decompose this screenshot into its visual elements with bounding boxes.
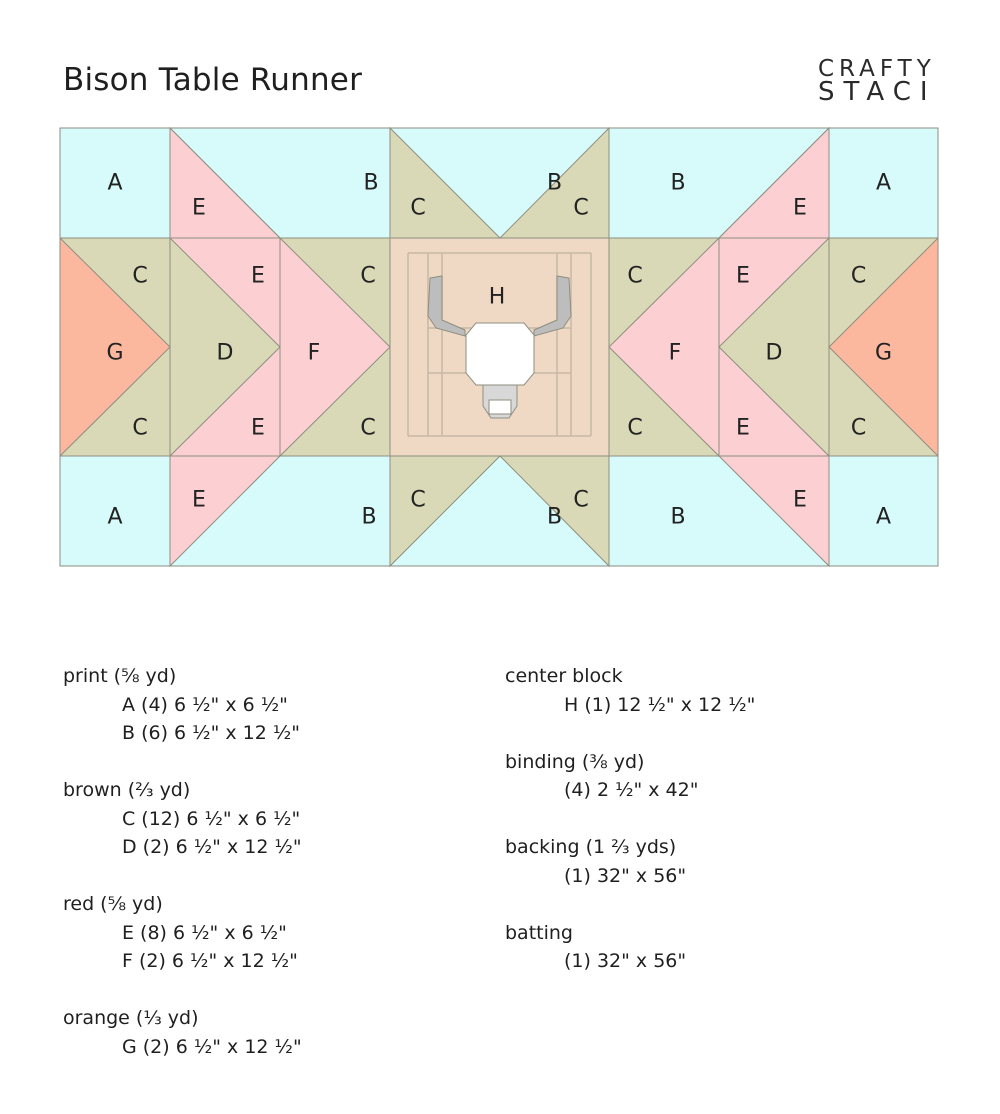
fabric-group (505, 662, 755, 719)
piece-label-c: C (573, 195, 589, 221)
cutting-item: D (2) 6 ½" x 12 ½" (122, 836, 302, 858)
piece-label-b: B (546, 504, 563, 530)
piece-label-a: A (875, 170, 892, 196)
cutting-item: C (12) 6 ½" x 6 ½" (122, 807, 301, 830)
piece-label-e: E (793, 487, 807, 513)
cutting-item: (1) 32" x 56" (564, 864, 687, 887)
piece-label-e: E (736, 415, 750, 441)
piece-label-e: E (793, 195, 807, 221)
fabric-group (63, 1004, 302, 1061)
quilt-runner-diagram (58, 126, 940, 568)
fabric-heading: binding (⅜ yd) (505, 750, 645, 773)
cutting-item: F (2) 6 ½" x 12 ½" (122, 950, 298, 972)
logo-line-2: STACI (818, 77, 937, 107)
piece-label-g: G (106, 340, 124, 366)
fabric-group (63, 662, 302, 748)
piece-label-c: C (627, 415, 643, 441)
piece-label-c: C (627, 263, 643, 289)
fabric-group (505, 748, 755, 805)
cutting-item: A (4) 6 ½" x 6 ½" (122, 693, 288, 716)
piece-label-b: B (670, 504, 686, 530)
cutting-list-left (63, 662, 302, 1090)
fabric-heading: backing (1 ⅔ yds) (505, 836, 677, 858)
fabric-heading: red (⅝ yd) (63, 893, 163, 915)
cutting-item: H (1) 12 ½" x 12 ½" (564, 693, 756, 716)
fabric-heading: orange (⅓ yd) (63, 1007, 199, 1029)
cutting-item: B (6) 6 ½" x 12 ½" (122, 722, 301, 744)
piece-label-e: E (251, 263, 265, 289)
piece-label-b: B (670, 170, 686, 196)
piece-label-c: C (850, 263, 867, 289)
piece-label-a: A (875, 504, 892, 530)
piece-label-e: E (192, 195, 206, 221)
piece-label-h: H (488, 284, 506, 310)
fabric-group (63, 776, 302, 862)
piece-label-c: C (410, 487, 426, 513)
fabric-heading: print (⅝ yd) (63, 665, 177, 687)
piece-label-c: C (132, 415, 148, 441)
fabric-heading: brown (⅔ yd) (63, 779, 191, 801)
piece-label-c: C (410, 195, 426, 221)
piece-label-d: D (216, 340, 234, 366)
piece-label-c: C (132, 263, 148, 289)
bison-center-block (390, 238, 609, 456)
fabric-group (63, 890, 302, 976)
piece-label-e: E (192, 487, 206, 513)
bison-head-icon (466, 323, 534, 385)
fabric-heading: center block (505, 665, 623, 687)
cutting-item: (1) 32" x 56" (564, 950, 687, 972)
piece-label-c: C (360, 263, 376, 289)
page-title: Bison Table Runner (63, 62, 363, 98)
piece-label-f: F (307, 340, 321, 366)
piece-label-c: C (850, 415, 867, 441)
cutting-list-right (505, 662, 755, 1004)
fabric-group (505, 833, 755, 890)
piece-label-a: A (107, 504, 123, 530)
piece-label-c: C (360, 415, 376, 441)
fabric-heading: batting (505, 921, 573, 944)
piece-label-a: A (107, 170, 123, 196)
piece-label-e: E (736, 263, 750, 289)
piece-label-b: B (546, 170, 563, 196)
cutting-item: E (8) 6 ½" x 6 ½" (122, 921, 287, 944)
piece-label-b: B (363, 170, 379, 196)
cutting-item: (4) 2 ½" x 42" (564, 779, 699, 801)
bison-nose-icon (489, 400, 511, 414)
logo-line-1: CRAFTY (818, 56, 936, 82)
piece-label-f: F (668, 340, 682, 366)
cutting-item: G (2) 6 ½" x 12 ½" (122, 1035, 302, 1058)
piece-label-d: D (765, 340, 783, 366)
piece-label-c: C (573, 487, 589, 513)
piece-label-b: B (361, 504, 377, 530)
brand-logo (818, 56, 942, 107)
piece-label-g: G (874, 340, 893, 366)
piece-label-e: E (251, 415, 265, 441)
fabric-group (505, 919, 755, 976)
